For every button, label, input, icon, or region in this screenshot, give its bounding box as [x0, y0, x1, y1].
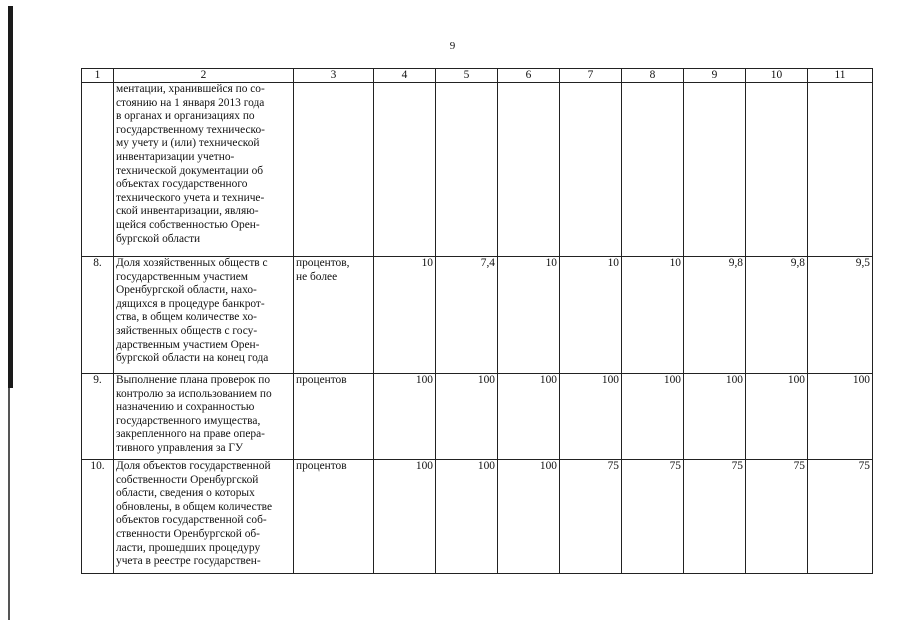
value-cell: [560, 83, 622, 257]
value-cell: [498, 83, 560, 257]
unit-of-measure: [294, 83, 374, 257]
column-header: 2: [114, 69, 294, 83]
column-header: 8: [622, 69, 684, 83]
value-cell: 75: [560, 460, 622, 574]
indicator-description: Доля объектов государственной собственности Оренбургской области, сведения о которых обновлены, в общем количестве объектов государственной соб- ственности Оренбургской об- ласти, прошедших процедуру учета в реестре государствен-: [114, 460, 294, 574]
column-header: 5: [436, 69, 498, 83]
value-cell: 100: [622, 374, 684, 460]
value-cell: 100: [684, 374, 746, 460]
column-header: 10: [746, 69, 808, 83]
scan-edge-line: [8, 388, 10, 620]
value-cell: 10: [622, 257, 684, 374]
column-header: 7: [560, 69, 622, 83]
table-row: [82, 374, 873, 460]
value-cell: 9,8: [746, 257, 808, 374]
value-cell: 100: [808, 374, 873, 460]
value-cell: [622, 83, 684, 257]
value-cell: 75: [684, 460, 746, 574]
value-cell: [684, 83, 746, 257]
value-cell: 10: [498, 257, 560, 374]
value-cell: 100: [436, 374, 498, 460]
column-header: 1: [82, 69, 114, 83]
row-number: 8.: [82, 257, 114, 374]
column-header: 4: [374, 69, 436, 83]
indicator-description: ментации, хранившейся по со- стоянию на 1 января 2013 года в органах и организациях по государственному техническо- му учету и (или) технической инвентаризации учетно- технической документации об объектах государственного технического учета и техниче- ской инвентаризации, являю- щейся собственностью Орен- бургской области: [114, 83, 294, 257]
table-row: [82, 460, 873, 574]
indicator-description: Выполнение плана проверок по контролю за использованием по назначению и сохранностью государственного имущества, закрепленного на праве опера- тивного управления за ГУ: [114, 374, 294, 460]
value-cell: 100: [498, 374, 560, 460]
value-cell: 9,5: [808, 257, 873, 374]
table-header-row: [82, 69, 873, 83]
row-number: 10.: [82, 460, 114, 574]
column-header: 11: [808, 69, 873, 83]
value-cell: 100: [560, 374, 622, 460]
value-cell: 100: [374, 374, 436, 460]
value-cell: [436, 83, 498, 257]
scan-edge-bar: [8, 6, 13, 388]
value-cell: 10: [560, 257, 622, 374]
value-cell: 10: [374, 257, 436, 374]
value-cell: 75: [622, 460, 684, 574]
unit-of-measure: процентов: [294, 374, 374, 460]
unit-of-measure: процентов, не более: [294, 257, 374, 374]
unit-of-measure: процентов: [294, 460, 374, 574]
column-header: 3: [294, 69, 374, 83]
table-row: [82, 257, 873, 374]
column-header: 9: [684, 69, 746, 83]
value-cell: 75: [746, 460, 808, 574]
value-cell: 100: [746, 374, 808, 460]
row-number: [82, 83, 114, 257]
table-row: [82, 83, 873, 257]
value-cell: 100: [498, 460, 560, 574]
value-cell: [808, 83, 873, 257]
column-header: 6: [498, 69, 560, 83]
value-cell: 100: [436, 460, 498, 574]
indicator-description: Доля хозяйственных обществ с государственным участием Оренбургской области, нахо- дящихся в процедуре банкрот- ства, в общем количестве хо- зяйственных обществ с госу- дарственным участием Орен- бургской области на конец года: [114, 257, 294, 374]
value-cell: 7,4: [436, 257, 498, 374]
row-number: 9.: [82, 374, 114, 460]
page-number: 9: [449, 40, 456, 52]
value-cell: 9,8: [684, 257, 746, 374]
value-cell: 100: [374, 460, 436, 574]
indicator-table: [81, 68, 873, 574]
value-cell: [374, 83, 436, 257]
value-cell: [746, 83, 808, 257]
value-cell: 75: [808, 460, 873, 574]
